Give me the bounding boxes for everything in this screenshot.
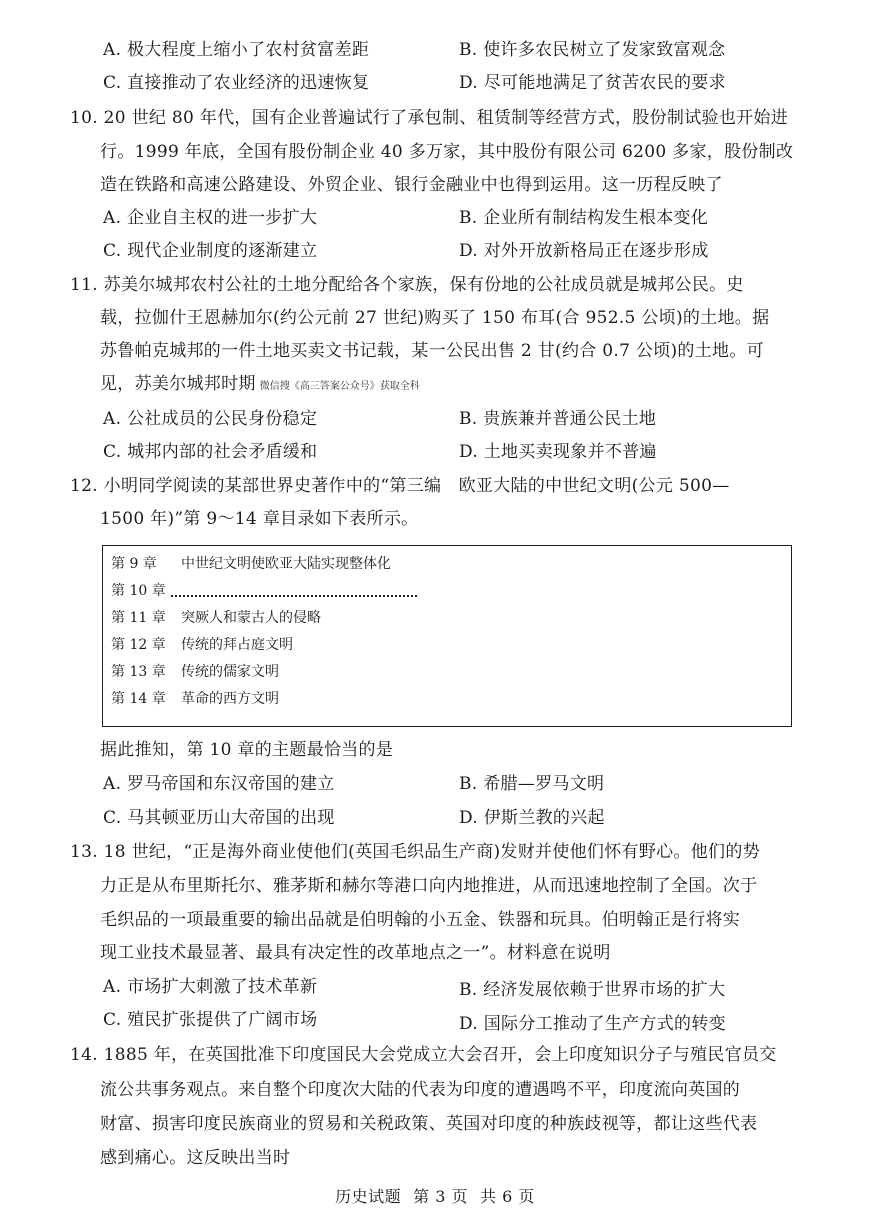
page-footer — [0, 1186, 870, 1208]
toc-chapter: 第 14 章 — [111, 691, 166, 707]
footer-page-number: 第 3 页 — [413, 1187, 468, 1206]
q10-line-2: 行。1999 年底，全国有股份制企业 40 多万家，其中股份有限公司 6200 多家，股份制改 — [100, 142, 794, 162]
q13-line-4: 现工业技术最显著、最具有决定性的改革地点之一”。材料意在说明 — [100, 943, 611, 963]
q12-option-a: A. 罗马帝国和东汉帝国的建立 — [103, 774, 335, 794]
q10-line-1: 10. 20 世纪 80 年代，国有企业普遍试行了承包制、租赁制等经营方式，股份制试验也开始进 — [70, 108, 789, 128]
toc-row — [111, 662, 279, 682]
toc-title: 中世纪文明使欧亚大陆实现整体化 — [181, 556, 391, 572]
toc-dotted-blank — [171, 585, 417, 597]
q10-option-a: A. 企业自主权的进一步扩大 — [103, 208, 318, 228]
q14-line-3: 财富、损害印度民族商业的贸易和关税政策、英国对印度的种族歧视等，都让这些代表 — [100, 1114, 758, 1134]
toc-title: 革命的西方文明 — [181, 691, 279, 707]
q11-option-a: A. 公社成员的公民身份稳定 — [103, 409, 318, 429]
q14-line-4: 感到痛心。这反映出当时 — [100, 1148, 291, 1168]
q12-option-b: B. 希腊—罗马文明 — [459, 774, 605, 794]
footer-subject: 历史试题 — [335, 1187, 402, 1206]
q12-line-2: 1500 年)”第 9～14 章目录如下表所示。 — [100, 509, 419, 529]
q14-line-1: 14. 1885 年，在英国批准下印度国民大会党成立大会召开，会上印度知识分子与殖民官员交 — [70, 1045, 777, 1065]
toc-chapter: 第 13 章 — [111, 664, 166, 680]
toc-row — [111, 635, 293, 655]
toc-title: 传统的儒家文明 — [181, 664, 279, 680]
q13-option-d: D. 国际分工推动了生产方式的转变 — [459, 1014, 726, 1034]
q9-option-d: D. 尽可能地满足了贫苦农民的要求 — [459, 73, 726, 93]
q13-option-b: B. 经济发展依赖于世界市场的扩大 — [459, 980, 726, 1000]
q11-option-c: C. 城邦内部的社会矛盾缓和 — [103, 442, 318, 462]
q11-line-3: 苏鲁帕克城邦的一件土地买卖文书记载，某一公民出售 2 甘(约合 0.7 公顷)的土地。可 — [100, 341, 764, 361]
q9-option-a: A. 极大程度上缩小了农村贫富差距 — [103, 40, 370, 60]
q10-option-b: B. 企业所有制结构发生根本变化 — [459, 208, 709, 228]
toc-title: 突厥人和蒙古人的侵略 — [181, 610, 321, 626]
toc-title: 传统的拜占庭文明 — [181, 637, 293, 653]
q11-line-1: 11. 苏美尔城邦农村公社的土地分配给各个家族，保有份地的公社成员就是城邦公民。史 — [70, 275, 744, 295]
q13-option-c: C. 殖民扩张提供了广阔市场 — [103, 1010, 318, 1030]
toc-row — [111, 608, 321, 628]
q12-option-c: C. 马其顿亚历山大帝国的出现 — [103, 808, 335, 828]
watermark-text: 微信搜《高三答案公众号》获取全科 — [259, 381, 420, 392]
toc-chapter: 第 9 章 — [111, 556, 157, 572]
q12-option-d: D. 伊斯兰教的兴起 — [459, 808, 605, 828]
q13-option-a: A. 市场扩大刺激了技术革新 — [103, 977, 318, 997]
q11-option-b: B. 贵族兼并普通公民土地 — [459, 409, 657, 429]
q10-option-c: C. 现代企业制度的逐渐建立 — [103, 241, 318, 261]
toc-row — [111, 689, 279, 709]
table-of-contents-box — [102, 545, 792, 727]
q13-line-2: 力正是从布里斯托尔、雅茅斯和赫尔等港口向内地推进，从而迅速地控制了全国。次于 — [100, 876, 758, 896]
q9-option-b: B. 使许多农民树立了发家致富观念 — [459, 40, 726, 60]
q14-line-2: 流公共事务观点。来自整个印度次大陆的代表为印度的遭遇鸣不平，印度流向英国的 — [100, 1080, 741, 1100]
q13-line-1: 13. 18 世纪，“正是海外商业使他们(英国毛织品生产商)发财并使他们怀有野心。他们的势 — [70, 842, 760, 862]
toc-chapter: 第 10 章 — [111, 583, 166, 599]
q12-question: 据此推知，第 10 章的主题最恰当的是 — [100, 740, 394, 760]
q9-option-c: C. 直接推动了农业经济的迅速恢复 — [103, 73, 370, 93]
q11-line-4-text: 见，苏美尔城邦时期 — [100, 374, 256, 394]
q10-line-3: 造在铁路和高速公路建设、外贸企业、银行金融业中也得到运用。这一历程反映了 — [100, 175, 723, 195]
q10-option-d: D. 对外开放新格局正在逐步形成 — [459, 241, 709, 261]
footer-total-pages: 共 6 页 — [480, 1187, 535, 1206]
toc-chapter: 第 12 章 — [111, 637, 166, 653]
toc-row — [111, 554, 391, 574]
toc-row — [111, 581, 417, 601]
q11-option-d: D. 土地买卖现象并不普遍 — [459, 442, 657, 462]
q12-line-1: 12. 小明同学阅读的某部世界史著作中的“第三编 欧亚大陆的中世纪文明(公元 500— — [70, 476, 730, 496]
q11-line-2: 载，拉伽什王恩赫加尔(约公元前 27 世纪)购买了 150 布耳(合 952.5 公顷)的土地。据 — [100, 308, 770, 328]
q11-line-4 — [100, 372, 420, 399]
toc-chapter: 第 11 章 — [111, 610, 166, 626]
q13-line-3: 毛织品的一项最重要的输出品就是伯明翰的小五金、铁器和玩具。伯明翰正是行将实 — [100, 910, 741, 930]
